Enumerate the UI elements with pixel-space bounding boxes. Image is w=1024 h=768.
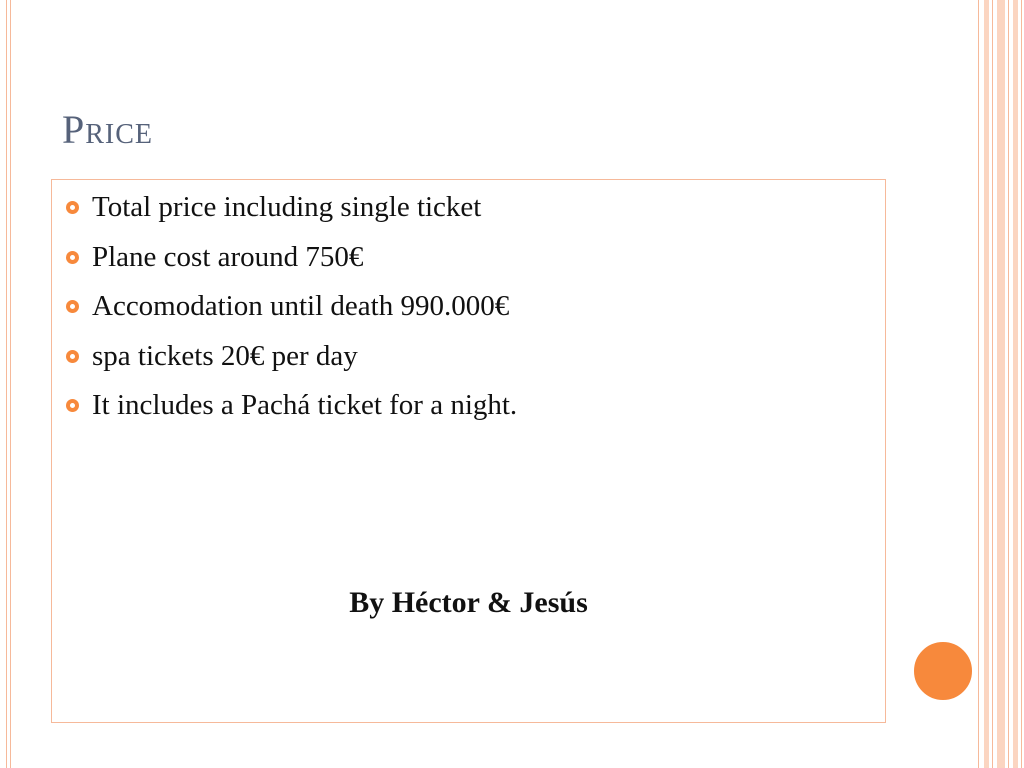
bullet-item bbox=[60, 236, 860, 286]
orange-ring-bullet-icon bbox=[66, 300, 79, 313]
bullet-text: spa tickets 20€ per day bbox=[92, 339, 358, 372]
bullet-item bbox=[60, 186, 860, 236]
bullet-text: Accomodation until death 990.000€ bbox=[92, 290, 510, 322]
right-stripe-band-3 bbox=[1013, 0, 1018, 768]
right-stripe-band-2 bbox=[997, 0, 1005, 768]
bullet-item bbox=[60, 335, 860, 385]
orange-ring-bullet-icon bbox=[66, 399, 79, 412]
right-stripe-band-1 bbox=[984, 0, 989, 768]
orange-ring-bullet-icon bbox=[66, 251, 79, 264]
orange-ring-bullet-icon bbox=[66, 201, 79, 214]
bullet-item bbox=[60, 384, 860, 434]
orange-ring-bullet-icon bbox=[66, 350, 79, 363]
bullet-text: It includes a Pachá ticket for a night. bbox=[92, 389, 518, 421]
author-byline: By Héctor & Jesús bbox=[349, 586, 588, 619]
right-stripe-line-2 bbox=[992, 0, 993, 768]
bullet-list bbox=[60, 186, 860, 434]
bullet-item bbox=[60, 285, 860, 335]
right-stripe-line-1 bbox=[978, 0, 979, 768]
left-frame-line-outer bbox=[6, 0, 7, 768]
slide-title: Price bbox=[62, 107, 154, 152]
right-stripe-line-3 bbox=[1008, 0, 1009, 768]
orange-circle-icon bbox=[912, 640, 974, 702]
bullet-text: Total price including single ticket bbox=[92, 191, 482, 223]
right-stripe-line-4 bbox=[1021, 0, 1022, 768]
bullet-text: Plane cost around 750€ bbox=[92, 240, 364, 273]
left-frame-line-inner bbox=[10, 0, 11, 768]
